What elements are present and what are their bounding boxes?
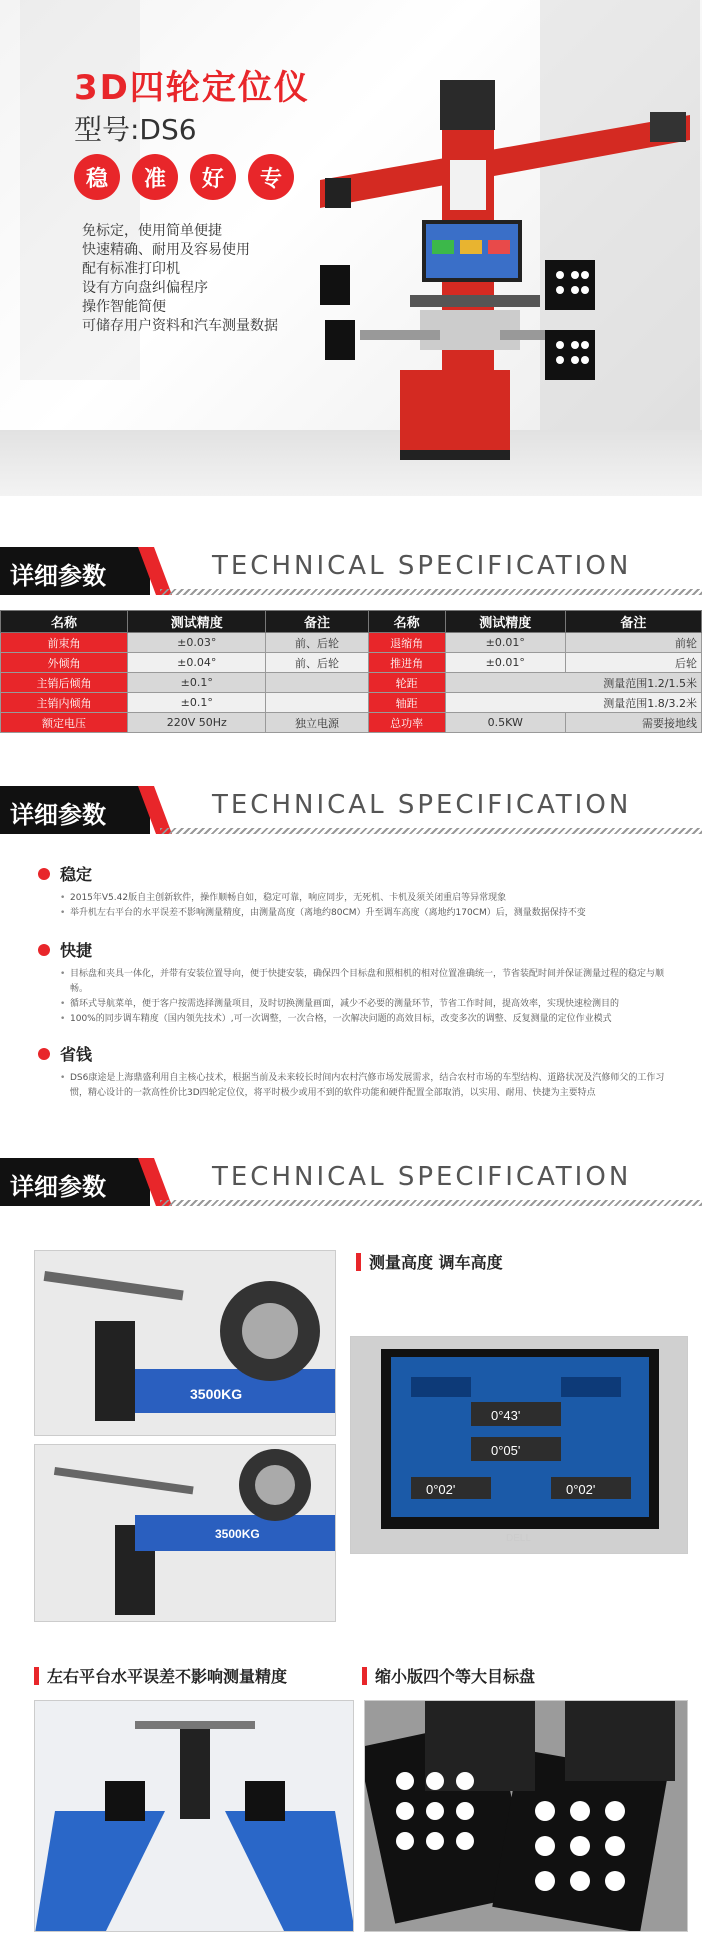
readout-value: 0°02' bbox=[426, 1482, 456, 1497]
feature-item: 快速精确、耐用及容易使用 bbox=[82, 242, 250, 258]
monitor-display-image bbox=[351, 1337, 688, 1554]
advantage-item: • 循环式导航菜单，便于客户按需选择测量项目，及时切换测量画面，减少不必要的测量环节，节省工作时间，提高效率，实现快速检测目的 bbox=[60, 997, 678, 1012]
table-header: 测试精度 bbox=[128, 611, 266, 633]
section-header-cn: 详细参数 bbox=[10, 801, 106, 829]
table-cell: 0.5KW bbox=[445, 713, 565, 733]
photo-adjust-height bbox=[34, 1444, 336, 1622]
feature-item: 操作智能简便 bbox=[82, 299, 166, 315]
readout-value: 0°02' bbox=[566, 1482, 596, 1497]
table-cell: 主销后倾角 bbox=[1, 673, 128, 693]
section-header-photos bbox=[0, 1158, 702, 1206]
table-row bbox=[1, 653, 702, 673]
caption-accent bbox=[34, 1667, 39, 1685]
badge-stable: 稳 bbox=[74, 154, 120, 200]
table-cell: ±0.03° bbox=[128, 633, 266, 653]
wheel-aligner-machine-image bbox=[320, 70, 690, 490]
feature-item: 配有标准打印机 bbox=[82, 261, 180, 277]
feature-item: 设有方向盘纠偏程序 bbox=[82, 280, 208, 296]
table-cell: ±0.1° bbox=[128, 693, 266, 713]
advantage-stable bbox=[38, 862, 678, 921]
monitor-brand: DELL bbox=[506, 1533, 532, 1544]
table-cell bbox=[266, 673, 368, 693]
lift-label: 3500KG bbox=[215, 1527, 260, 1541]
badge-accurate: 准 bbox=[132, 154, 178, 200]
feature-item: 免标定，使用简单便捷 bbox=[82, 223, 222, 239]
feature-item: 可储存用户资料和汽车测量数据 bbox=[82, 318, 278, 334]
caption-text: 左右平台水平误差不影响测量精度 bbox=[47, 1667, 288, 1686]
section-header-stripes bbox=[160, 589, 702, 595]
spec-table bbox=[0, 610, 702, 733]
caption-measure-height bbox=[356, 1250, 503, 1273]
advantage-item: • 举升机左右平台的水平误差不影响测量精度，由测量高度（离地约80CM）升至调车高度（离地约170CM）后，测量数据保持不变 bbox=[60, 906, 678, 921]
advantage-title: 省钱 bbox=[60, 1045, 93, 1064]
table-cell: 前、后轮 bbox=[266, 633, 368, 653]
bullet-dot bbox=[38, 1048, 50, 1060]
section-header-stripes bbox=[160, 1200, 702, 1206]
advantage-item: • 目标盘和夹具一体化，并带有安装位置导向，便于快捷安装，确保四个目标盘和照相机的相对位置准确统一，节省装配时间并保证测量过程的稳定与顺畅。 bbox=[60, 967, 678, 997]
advantage-title: 快捷 bbox=[60, 941, 93, 960]
caption-target-boards bbox=[362, 1664, 535, 1687]
table-cell: 前束角 bbox=[1, 633, 128, 653]
readout-value: 0°05' bbox=[491, 1443, 521, 1458]
caption-accent bbox=[356, 1253, 361, 1271]
readout-value: 0°43' bbox=[491, 1408, 521, 1423]
table-cell: ±0.01° bbox=[445, 633, 565, 653]
alignment-machine-image bbox=[35, 1251, 336, 1436]
lift-label: 3500KG bbox=[190, 1386, 243, 1402]
bullet-dot bbox=[38, 868, 50, 880]
target-boards-image bbox=[365, 1701, 688, 1932]
table-cell: 推进角 bbox=[368, 653, 445, 673]
section-header-en: TECHNICAL SPECIFICATION bbox=[212, 551, 632, 581]
table-cell: 前轮 bbox=[565, 633, 701, 653]
table-row bbox=[1, 713, 702, 733]
table-cell: 轴距 bbox=[368, 693, 445, 713]
table-cell: ±0.04° bbox=[128, 653, 266, 673]
table-header: 备注 bbox=[266, 611, 368, 633]
product-model: 型号:DS6 bbox=[74, 113, 197, 146]
advantage-fast bbox=[38, 938, 678, 1027]
table-cell: 轮距 bbox=[368, 673, 445, 693]
photo-lift-platform bbox=[34, 1700, 354, 1932]
table-row bbox=[1, 673, 702, 693]
section-header-en: TECHNICAL SPECIFICATION bbox=[212, 790, 632, 820]
caption-level-error bbox=[34, 1664, 287, 1687]
photo-monitor-screen bbox=[350, 1336, 688, 1554]
table-cell: 退缩角 bbox=[368, 633, 445, 653]
table-cell: ±0.1° bbox=[128, 673, 266, 693]
hero-banner bbox=[0, 0, 702, 496]
section-header-specs bbox=[0, 547, 702, 595]
product-title: 3D四轮定位仪 bbox=[74, 68, 310, 108]
table-header: 名称 bbox=[1, 611, 128, 633]
photo-target-boards bbox=[364, 1700, 688, 1932]
lift-platform-image bbox=[35, 1701, 354, 1932]
table-cell: 前、后轮 bbox=[266, 653, 368, 673]
table-cell: 需要接地线 bbox=[565, 713, 701, 733]
alignment-machine-image bbox=[35, 1445, 336, 1622]
table-cell: 外倾角 bbox=[1, 653, 128, 673]
badge-professional: 专 bbox=[248, 154, 294, 200]
section-header-en: TECHNICAL SPECIFICATION bbox=[212, 1162, 632, 1192]
table-cell: 主销内倾角 bbox=[1, 693, 128, 713]
table-row bbox=[1, 693, 702, 713]
advantage-item: • DS6康途是上海鼎盛利用自主核心技术，根据当前及未来较长时间内农村汽修市场发展需求，结合农村市场的车型结构、道路状况及汽修师父的工作习惯，精心设计的一款高性价比3D四轮定位仪，将平时极少或用不到的软件功能和硬件配置全部取消，以实用、耐用、快捷为主要特点 bbox=[60, 1071, 678, 1101]
table-cell: 测量范围1.8/3.2米 bbox=[445, 693, 701, 713]
advantage-title: 稳定 bbox=[60, 865, 93, 884]
caption-text: 测量高度 调车高度 bbox=[369, 1253, 503, 1272]
advantage-item: • 100%的同步调车精度（国内领先技术）,可一次调整，一次合格，一次解决问题的高效目标，改变多次的调整、反复测量的定位作业模式 bbox=[60, 1012, 678, 1027]
section-header-cn: 详细参数 bbox=[10, 1173, 106, 1201]
section-header-cn: 详细参数 bbox=[10, 562, 106, 590]
table-cell: ±0.01° bbox=[445, 653, 565, 673]
table-cell: 额定电压 bbox=[1, 713, 128, 733]
feature-list bbox=[82, 222, 278, 336]
section-header-stripes bbox=[160, 828, 702, 834]
advantage-save-money bbox=[38, 1042, 678, 1101]
table-cell bbox=[266, 693, 368, 713]
table-cell: 220V 50Hz bbox=[128, 713, 266, 733]
photo-measure-height bbox=[34, 1250, 336, 1436]
advantage-item: • 2015年V5.42版自主创新软件，操作顺畅自如，稳定可靠，响应同步，无死机、卡机及须关闭重启等异常现象 bbox=[60, 891, 678, 906]
caption-accent bbox=[362, 1667, 367, 1685]
caption-text: 缩小版四个等大目标盘 bbox=[375, 1667, 536, 1686]
table-header: 测试精度 bbox=[445, 611, 565, 633]
badge-row bbox=[74, 154, 294, 200]
badge-good: 好 bbox=[190, 154, 236, 200]
table-header-row bbox=[1, 611, 702, 633]
table-header: 备注 bbox=[565, 611, 701, 633]
table-cell: 后轮 bbox=[565, 653, 701, 673]
section-header-advantages bbox=[0, 786, 702, 834]
table-cell: 独立电源 bbox=[266, 713, 368, 733]
table-row bbox=[1, 633, 702, 653]
table-header: 名称 bbox=[368, 611, 445, 633]
table-cell: 总功率 bbox=[368, 713, 445, 733]
bullet-dot bbox=[38, 944, 50, 956]
table-cell: 测量范围1.2/1.5米 bbox=[445, 673, 701, 693]
